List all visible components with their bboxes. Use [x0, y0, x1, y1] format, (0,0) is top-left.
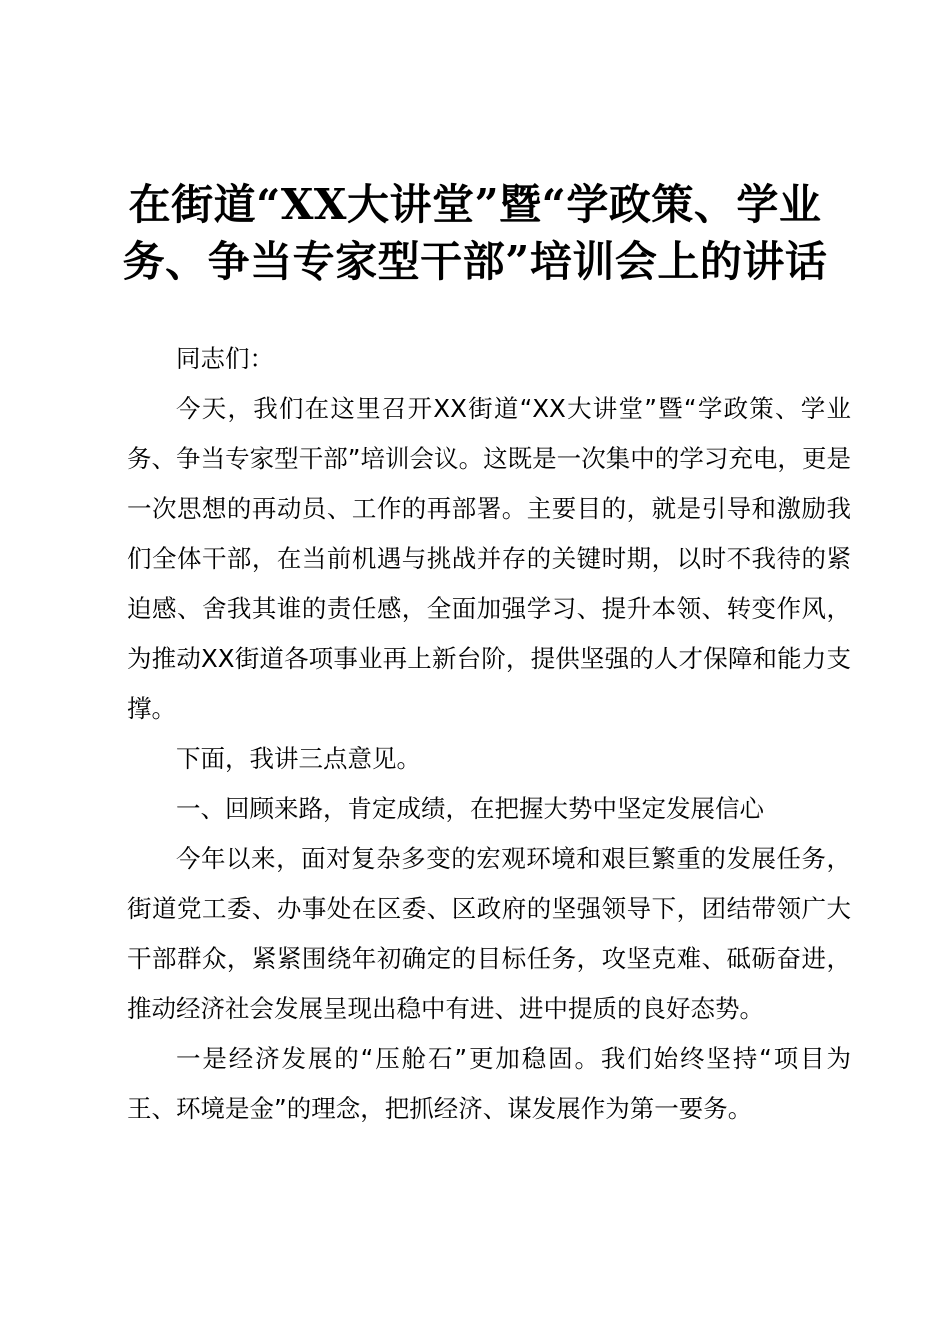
document-body: [127, 334, 851, 1134]
paragraph-outline: 下面，我讲三点意见。: [176, 744, 421, 773]
salutation: 同志们：: [176, 344, 274, 373]
paragraph-intro: 今天，我们在这里召开XX街道“XX大讲堂”暨“学政策、学业务、争当专家型干部”培训会议。这既是一次集中的学习充电，更是一次思想的再动员、工作的再部署。主要目的，就是引导和激励我们全体干部，在当前机遇与挑战并存的关键时期，以时不我待的紧迫感、舍我其谁的责任感，全面加强学习、提升本领、转变作风，为推动XX街道各项事业再上新台阶，提供坚强的人才保障和能力支撑。: [127, 394, 851, 723]
section-heading-1: 一、回顾来路，肯定成绩，在把握大势中坚定发展信心: [176, 794, 764, 823]
paragraph-review: 今年以来，面对复杂多变的宏观环境和艰巨繁重的发展任务，街道党工委、办事处在区委、区政府的坚强领导下，团结带领广大干部群众，紧紧围绕年初确定的目标任务，攻坚克难、砥砺奋进，推动经济社会发展呈现出稳中有进、进中提质的良好态势。: [127, 844, 851, 1023]
document-title: 在街道“XX大讲堂”暨“学政策、学业务、争当专家型干部”培训会上的讲话: [122, 180, 828, 286]
paragraph-point-1: 一是经济发展的“压舱石”更加稳固。我们始终坚持“项目为王、环境是金”的理念，把抓经济、谋发展作为第一要务。: [127, 1044, 851, 1123]
